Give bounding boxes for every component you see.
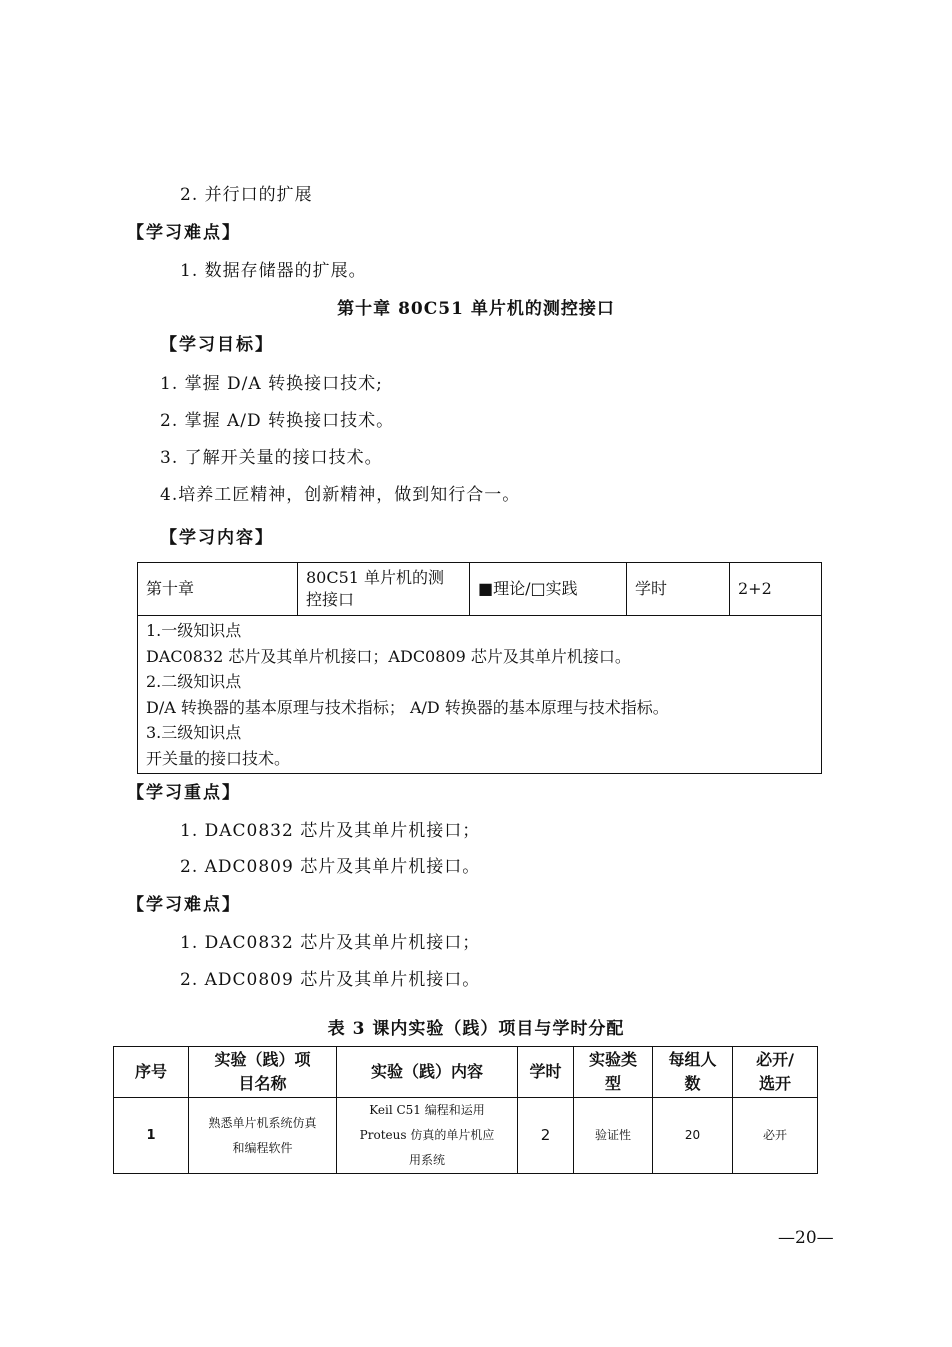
header-name [189, 1047, 337, 1098]
cell-line: 和编程软件 [232, 1140, 293, 1155]
cell-line: 熟悉单片机系统仿真 [208, 1115, 317, 1130]
section-heading: 【学习内容】 [160, 528, 274, 548]
experiment-table [113, 1046, 818, 1174]
section-heading: 【学习难点】 [127, 223, 241, 243]
header-hours: 学时 [518, 1047, 574, 1098]
header-line: 数 [684, 1074, 701, 1093]
content-table [137, 562, 822, 774]
list-item: 1. DAC0832 芯片及其单片机接口； [180, 821, 481, 841]
header-line: 目名称 [238, 1074, 287, 1093]
header-required [733, 1047, 818, 1098]
header-line: 型 [604, 1074, 621, 1093]
table-row [114, 1098, 818, 1174]
list-item: 2. ADC0809 芯片及其单片机接口。 [180, 970, 481, 990]
list-item: 2. 并行口的扩展 [180, 185, 313, 205]
list-item: 1. DAC0832 芯片及其单片机接口； [180, 933, 481, 953]
chapter-cell: 第十章 [138, 563, 298, 616]
cell-group: 20 [653, 1098, 733, 1174]
table-caption: 表 3 课内实验（践）项目与学时分配 [327, 1019, 625, 1039]
cell-required: 必开 [733, 1098, 818, 1174]
list-item: 4.培养工匠精神，创新精神，做到知行合一。 [160, 485, 521, 505]
table-header-row [114, 1047, 818, 1098]
header-line: 必开/ [756, 1050, 794, 1069]
cell-type: 验证性 [574, 1098, 653, 1174]
knowledge-points-cell [138, 616, 822, 774]
knowledge-line: DAC0832 芯片及其单片机接口；ADC0809 芯片及其单片机接口。 [146, 646, 631, 666]
list-item: 2. ADC0809 芯片及其单片机接口。 [180, 857, 481, 877]
header-line: 每组人 [668, 1050, 717, 1069]
header-line: 选开 [758, 1074, 791, 1093]
chapter-name-line: 控接口 [306, 590, 355, 609]
type-cell: ■理论/□实践 [470, 563, 627, 616]
page-number: —20— [778, 1228, 834, 1248]
section-heading: 【学习目标】 [160, 335, 274, 355]
knowledge-line: 开关量的接口技术。 [146, 748, 291, 768]
header-line: 实验类 [588, 1050, 637, 1069]
cell-hours: 2 [518, 1098, 574, 1174]
cell-line: 用系统 [408, 1153, 445, 1167]
cell-line: Keil C51 编程和运用 [369, 1103, 485, 1117]
section-heading: 【学习重点】 [127, 783, 241, 803]
hours-label-cell: 学时 [627, 563, 730, 616]
cell-content [337, 1098, 518, 1174]
cell-line: Proteus 仿真的单片机应 [359, 1128, 495, 1142]
knowledge-line: 2.二级知识点 [146, 672, 242, 691]
knowledge-line: 3.三级知识点 [146, 723, 242, 742]
section-heading: 【学习难点】 [127, 895, 241, 915]
header-type [574, 1047, 653, 1098]
chapter-name-cell [298, 563, 470, 616]
list-item: 1. 数据存储器的扩展。 [180, 261, 367, 281]
list-item: 3. 了解开关量的接口技术。 [160, 448, 383, 468]
knowledge-line: D/A 转换器的基本原理与技术指标； A/D 转换器的基本原理与技术指标。 [146, 697, 669, 717]
header-content: 实验（践）内容 [337, 1047, 518, 1098]
chapter-title: 第十章 80C51 单片机的测控接口 [337, 299, 615, 319]
header-no: 序号 [114, 1047, 189, 1098]
list-item: 2. 掌握 A/D 转换接口技术。 [160, 411, 395, 431]
header-group [653, 1047, 733, 1098]
chapter-name-line: 80C51 单片机的测 [306, 568, 445, 587]
hours-cell: 2+2 [730, 563, 822, 616]
cell-no: 1 [114, 1098, 189, 1174]
list-item: 1. 掌握 D/A 转换接口技术; [160, 374, 383, 394]
header-line: 实验（践）项 [214, 1050, 311, 1069]
knowledge-line: 1.一级知识点 [146, 621, 242, 640]
cell-name [189, 1098, 337, 1174]
